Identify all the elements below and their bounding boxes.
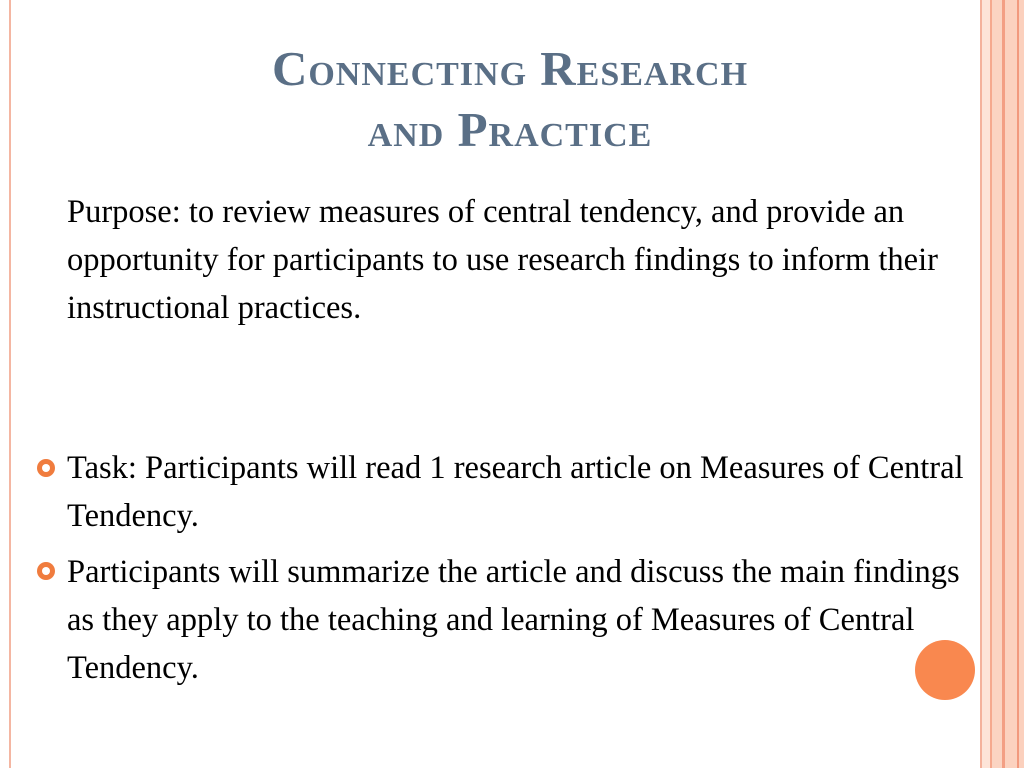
stripe bbox=[1005, 0, 1017, 768]
title-line-2: and Practice bbox=[367, 102, 653, 157]
orange-ring-bullet-icon bbox=[37, 459, 55, 477]
left-border-line bbox=[9, 0, 11, 768]
slide-title bbox=[140, 38, 880, 160]
orange-ring-bullet-icon bbox=[37, 562, 55, 580]
stripe bbox=[1019, 0, 1024, 768]
bullet-summarize-text: Participants will summarize the article and discuss the main findings as they apply to the teaching and learning of Measures of Central Tendency. bbox=[67, 554, 960, 686]
stripe bbox=[992, 0, 1002, 768]
purpose-paragraph: Purpose: to review measures of central tendency, and provide an opportunity for participants to use research findings to inform their instructional practices. bbox=[67, 194, 938, 326]
bullet-task-text: Task: Participants will read 1 research article on Measures of Central Tendency. bbox=[67, 450, 964, 534]
title-line-1: Connecting Research bbox=[271, 41, 749, 96]
